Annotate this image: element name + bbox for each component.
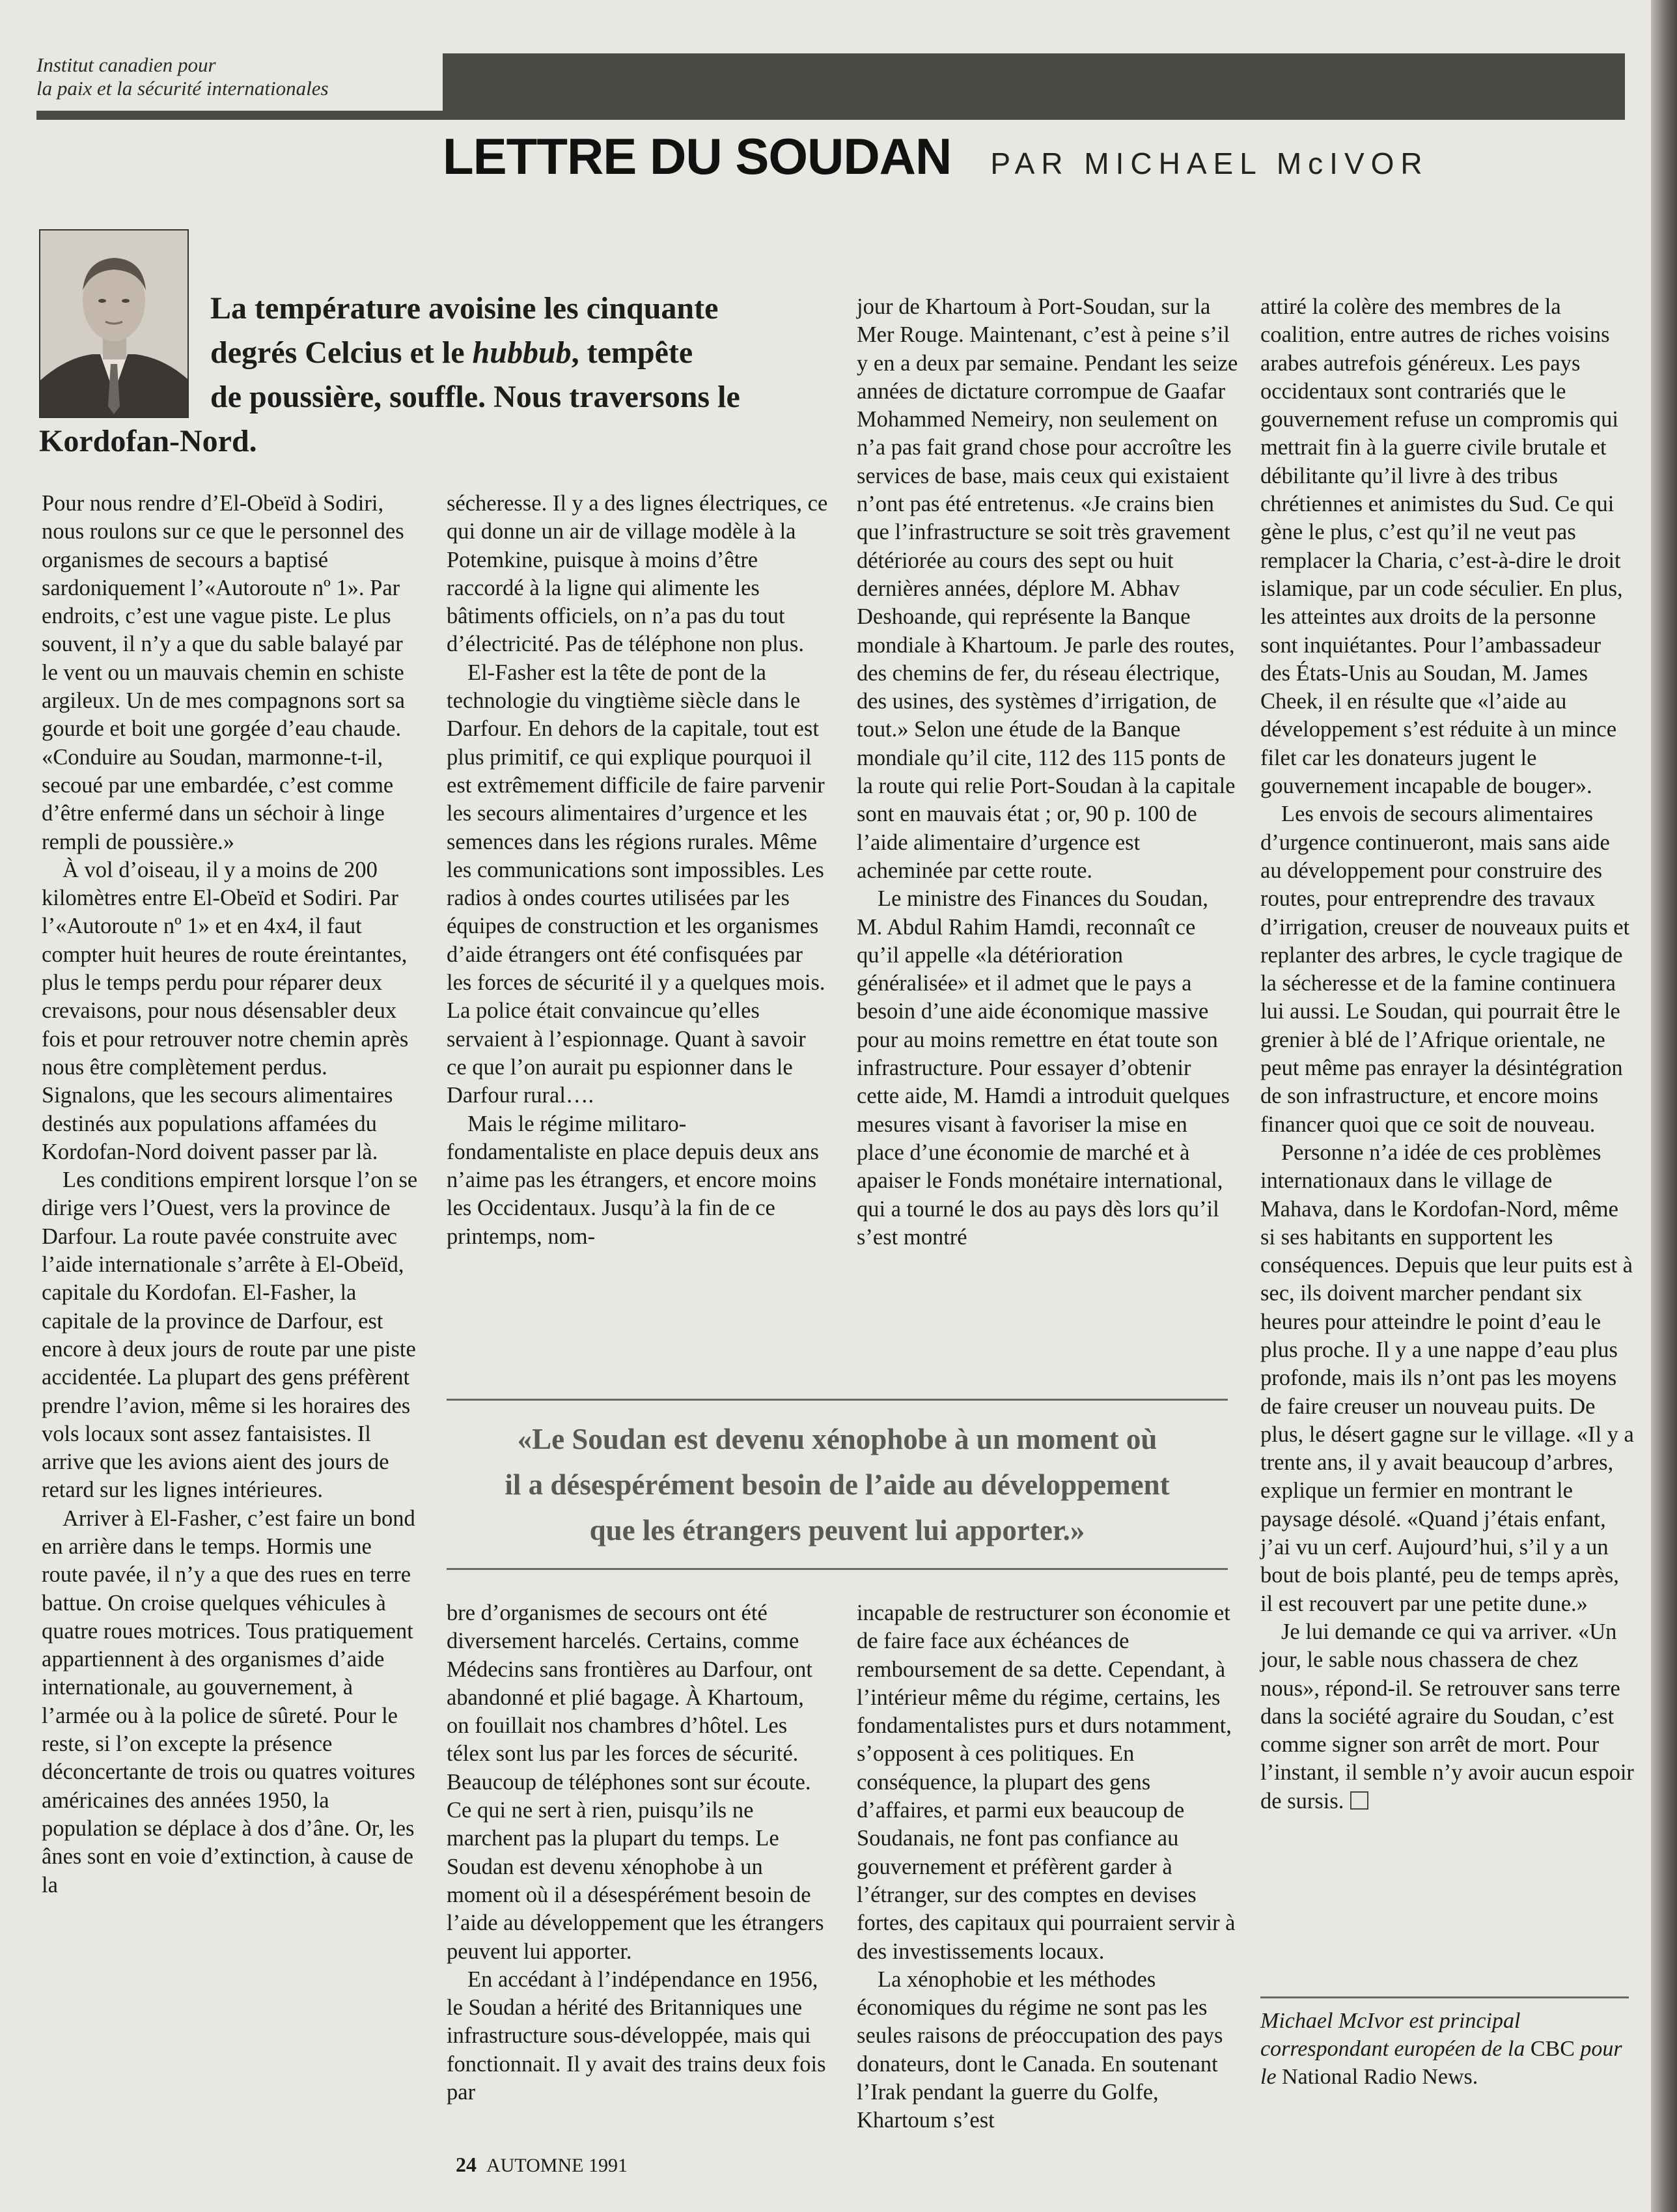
paragraph: Le ministre des Finances du Soudan, M. Abdul Rahim Hamdi, reconnaît ce qu’il appelle «la détérioration généralisée» et il admet que le pays a besoin d’une aide économique massive pour au moins remettre en état toute son infrastructure. Pour essayer d’obtenir cette aide, M. Hamdi a introduit quelques mesures visant à favoriser la mise en place d’une économie de marché et à apaiser le Fonds monétaire international, qui a tourné le dos au pays dès lors qu’il s’est montré [857,886,1230,1250]
paragraph [1260,1618,1635,1815]
paragraph: jour de Khartoum à Port-Soudan, sur la Mer Rouge. Maintenant, c’est à peine s’il y en a deux par semaine. Pendant les seize années de dictature corrompue de Gaafar Mohammed Nemeiry, non seulement on n’a pas fait grand chose pour accroître les services de base, mais ceux qui existaient n’ont pas été entretenus. «Je crains bien que l’infrastructure se soit très gravement détériorée au cours des sept ou huit dernières années, déplore M. Abhav Deshoande, qui représente la Banque mondiale à Khartoum. Je parle des routes, des chemins de fer, du réseau électrique, des usines, des systèmes d’irrigation, de tout.» Selon une étude de la Banque mondiale qu’il cite, 112 des 115 ponts de la route qui relie Port-Soudan à la capitale sont en mauvais état ; or, 90 p. 100 de l’aide alimentaire d’urgence est acheminée par cette route. [857,294,1238,883]
paragraph: À vol d’oiseau, il y a moins de 200 kilomètres entre El-Obeïd et Sodiri. Par l’«Autoroute nº 1» et en 4x4, il faut compter huit heures de route éreintantes, plus le temps perdu pour réparer deux crevaisons, pour nous désensabler deux fois et pour retrouver notre chemin après nous être complètement perdus. Signalons, que les secours alimentaires destinés aux populations affamées du Kordofan-Nord doivent passer par là. [42,857,409,1164]
end-of-article-mark [1350,1791,1368,1810]
byline: PAR MICHAEL McIVOR [990,147,1429,180]
binding-shadow [1651,0,1677,2212]
bio-text-5: . [1472,2065,1478,2089]
header-rule [36,111,1625,120]
lede-line-1: La température avoisine les cinquante [210,291,719,326]
lede-line-3: de poussière, souffle. Nous traversons le [210,380,740,414]
paragraph: Mais le régime militaro-fondamentaliste en place depuis deux ans n’aime pas les étrangers, et encore moins les Occidentaux. Jusqu’à la fin de ce printemps, nom- [447,1111,819,1249]
paragraph: Les envois de secours alimentaires d’urgence continueront, mais sans aide au développement pour construire des routes, pour entreprendre des travaux d’irrigation, creuser de nouveaux puits et replanter des arbres, le cycle tragique de la sécheresse et de la famine continuera lui aussi. Le Soudan, qui pourrait être le grenier à blé de l’Afrique orientale, ne peut même pas enrayer la désintégration de son infrastructure, et encore moins financer quoi que ce soit de nouveau. [1260,802,1630,1137]
lede-line-2a: degrés Celcius et le [210,335,473,370]
bio-text-2: CBC [1530,2037,1575,2061]
lede-line-2 [210,331,796,375]
paragraph: sécheresse. Il y a des lignes électriques, ce qui donne un air de village modèle à la Potemkine, puisque à moins d’être raccordé à la ligne qui alimente les bâtiments officiels, on n’a pas du tout d’électricité. Pas de téléphone non plus. [447,491,828,657]
pullquote [447,1416,1228,1553]
title-main: LETTRE DU SOUDAN [443,128,952,185]
page-number: 24 [456,2153,477,2176]
author-portrait-image [40,231,187,417]
issue-label: AUTOMNE 1991 [486,2155,628,2176]
lede-line-4: Kordofan-Nord. [39,424,257,458]
lede-line-2c: , tempête [571,335,693,370]
column-2-lower [447,1599,828,2107]
bio-text-1: Michael McIvor est principal correspondant européen de la [1260,2009,1531,2061]
institute-name [36,53,440,100]
paragraph-text: Je lui demande ce qui va arriver. «Un jour, le sable nous chassera de chez nous», répond-il. Se retrouver sans terre dans la société agraire du Soudan, c’est comme signer son arrêt de mort. Pour l’instant, il semble n’y avoir aucun espoir de sursis. [1260,1619,1634,1813]
paragraph: incapable de restructurer son économie et de faire face aux échéances de remboursement de sa dette. Cependant, à l’intérieur même du régime, certains, les fondamentalistes purs et durs notamment, s’opposent à ces politiques. En conséquence, la plupart des gens d’affaires, et parmi eux beaucoup de Soudanais, ne font pas confiance au gouvernement et préfèrent garder à l’étranger, sur des comptes en devises fortes, des capitaux qui pourraient servir à des investissements locaux. [857,1601,1236,1964]
column-4 [1260,293,1635,1815]
column-1 [42,490,423,1899]
paragraph: Les conditions empirent lorsque l’on se dirige vers l’Ouest, vers la province de Darfour. La route pavée construite avec l’aide internationale s’arrête à El-Obeïd, capitale du Kordofan. El-Fasher, la capitale de la province de Darfour, est encore à deux jours de route par une piste accidentée. La plupart des gens préfèrent prendre l’avion, même si les horaires des vols locaux sont assez fantaisistes. Il arrive que les avions aient des jours de retard sur les lignes intérieures. [42,1168,418,1503]
paragraph: En accédant à l’indépendance en 1956, le Soudan a hérité des Britanniques une infrastructure sous-développée, mais qui fonctionnait. Il y avait des trains deux fois par [447,1967,826,2105]
column-3-lower [857,1599,1238,2135]
institute-line-2: la paix et la sécurité internationales [36,77,329,100]
author-bio [1260,2007,1638,2091]
lede-line-2-italic: hubbub [472,335,572,370]
pullquote-line-3: que les étrangers peuvent lui apporter.» [589,1514,1085,1547]
paragraph: La xénophobie et les méthodes économiques du régime ne sont pas les seules raisons de préoccupation des pays donateurs, dont le Canada. En soutenant l’Irak pendant la guerre du Golfe, Khartoum s’est [857,1967,1223,2133]
column-3 [857,293,1238,1252]
folio [456,2153,628,2177]
institute-line-1: Institut canadien pour [36,53,216,76]
bio-rule [1260,1996,1629,1998]
pullquote-rule-bottom [447,1568,1228,1570]
paragraph: Pour nous rendre d’El-Obeïd à Sodiri, nous roulons sur ce que le personnel des organismes de secours a baptisé sardoniquement l’«Autoroute nº 1». Par endroits, c’est une vague piste. Le plus souvent, il n’y a que du sable balayé par le vent ou un mauvais chemin en schiste argileux. Un de mes compagnons sort sa gourde et boit une gorgée d’eau chaude. «Conduire au Soudan, marmonne-t-il, secoué par une embardée, c’est comme d’être enfermé dans un séchoir à linge rempli de poussière.» [42,491,405,854]
article-title [443,127,1429,185]
bio-text-3: pour le [1260,2037,1622,2089]
column-2 [447,490,828,1251]
paragraph: bre d’organismes de secours ont été diversement harcelés. Certains, comme Médecins sans frontières au Darfour, ont abandonné et plié bagage. À Khartoum, on fouillait nos chambres d’hôtel. Les télex sont lus par les forces de sécurité. Beaucoup de téléphones sont sur écoute. Ce qui ne sert à rien, puisqu’ils ne marchent pas la plupart du temps. Le Soudan est devenu xénophobe à un moment où il a désespérément besoin de l’aide au développement que les étrangers peuvent lui apporter. [447,1601,824,1964]
paragraph: attiré la colère des membres de la coalition, entre autres de riches voisins arabes autrefois généreux. Les pays occidentaux sont contrariés que le gouvernement refuse un compromis qui mettrait fin à la guerre civile brutale et débilitante qu’il livre à des tribus chrétiennes et animistes du Sud. Ce qui gène le plus, c’est qu’il ne veut pas remplacer la Charia, c’est-à-dire le droit islamique, par un code séculier. En plus, les atteintes aux droits de la personne sont inquiétantes. Pour l’ambassadeur des États-Unis au Soudan, M. James Cheek, il en résulte que «l’aide au développement s’est réduite à un mince filet car les donateurs jugent le gouvernement incapable de bouger». [1260,294,1623,799]
bio-text-4: National Radio News [1282,2065,1473,2089]
pullquote-line-1: «Le Soudan est devenu xénophobe à un moment où [517,1423,1157,1455]
author-photo [39,229,189,418]
paragraph: Arriver à El-Fasher, c’est faire un bond en arrière dans le temps. Hormis une route pavée, il n’y a que des rues en terre battue. On croise quelques véhicules à quatre roues motrices. Tous pratiquement appartiennent à des organismes d’aide internationale, au gouvernement, à l’armée ou à la police de sûreté. Pour le reste, si l’on excepte la présence déconcertante de trois ou quatres voitures américaines des années 1950, la population se déplace à dos d’âne. Or, les ânes sont en voie d’extinction, à cause de la [42,1505,415,1897]
paragraph: El-Fasher est la tête de pont de la technologie du vingtième siècle dans le Darfour. En dehors de la capitale, tout est plus primitif, ce qui explique pourquoi il est extrêmement difficile de faire parvenir les secours alimentaires d’urgence et les semences dans les régions rurales. Même les communications sont impossibles. Les radios à ondes courtes utilisées par les équipes de construction et les organismes d’aide étrangers ont été confisquées par les forces de sécurité il y a quelques mois. La police était convaincue qu’elles servaient à l’espionnage. Quant à savoir ce que l’on aurait pu espionner dans le Darfour rural…. [447,660,825,1108]
header-bar [443,53,1625,111]
pullquote-line-2: il a désespérément besoin de l’aide au développement [505,1468,1170,1501]
paragraph: Personne n’a idée de ces problèmes internationaux dans le village de Mahava, dans le Kordofan-Nord, même si ses habitants en supportent les conséquences. Depuis que leur puits est à sec, ils doivent marcher pendant six heures pour atteindre le point d’eau le plus proche. Il y a une nappe d’eau plus profonde, mais ils n’ont pas les moyens de faire creuser un nouveau puits. De plus, le désert gagne sur le village. «Il y a trente ans, il y avait beaucoup d’arbres, explique un fermier en montrant le paysage désolé. «Quand j’étais enfant, j’ai vu un cerf. Aujourd’hui, s’il y a un bout de bois planté, peu de temps après, il est recouvert par une petite dune.» [1260,1140,1634,1616]
pullquote-rule-top [447,1399,1228,1401]
